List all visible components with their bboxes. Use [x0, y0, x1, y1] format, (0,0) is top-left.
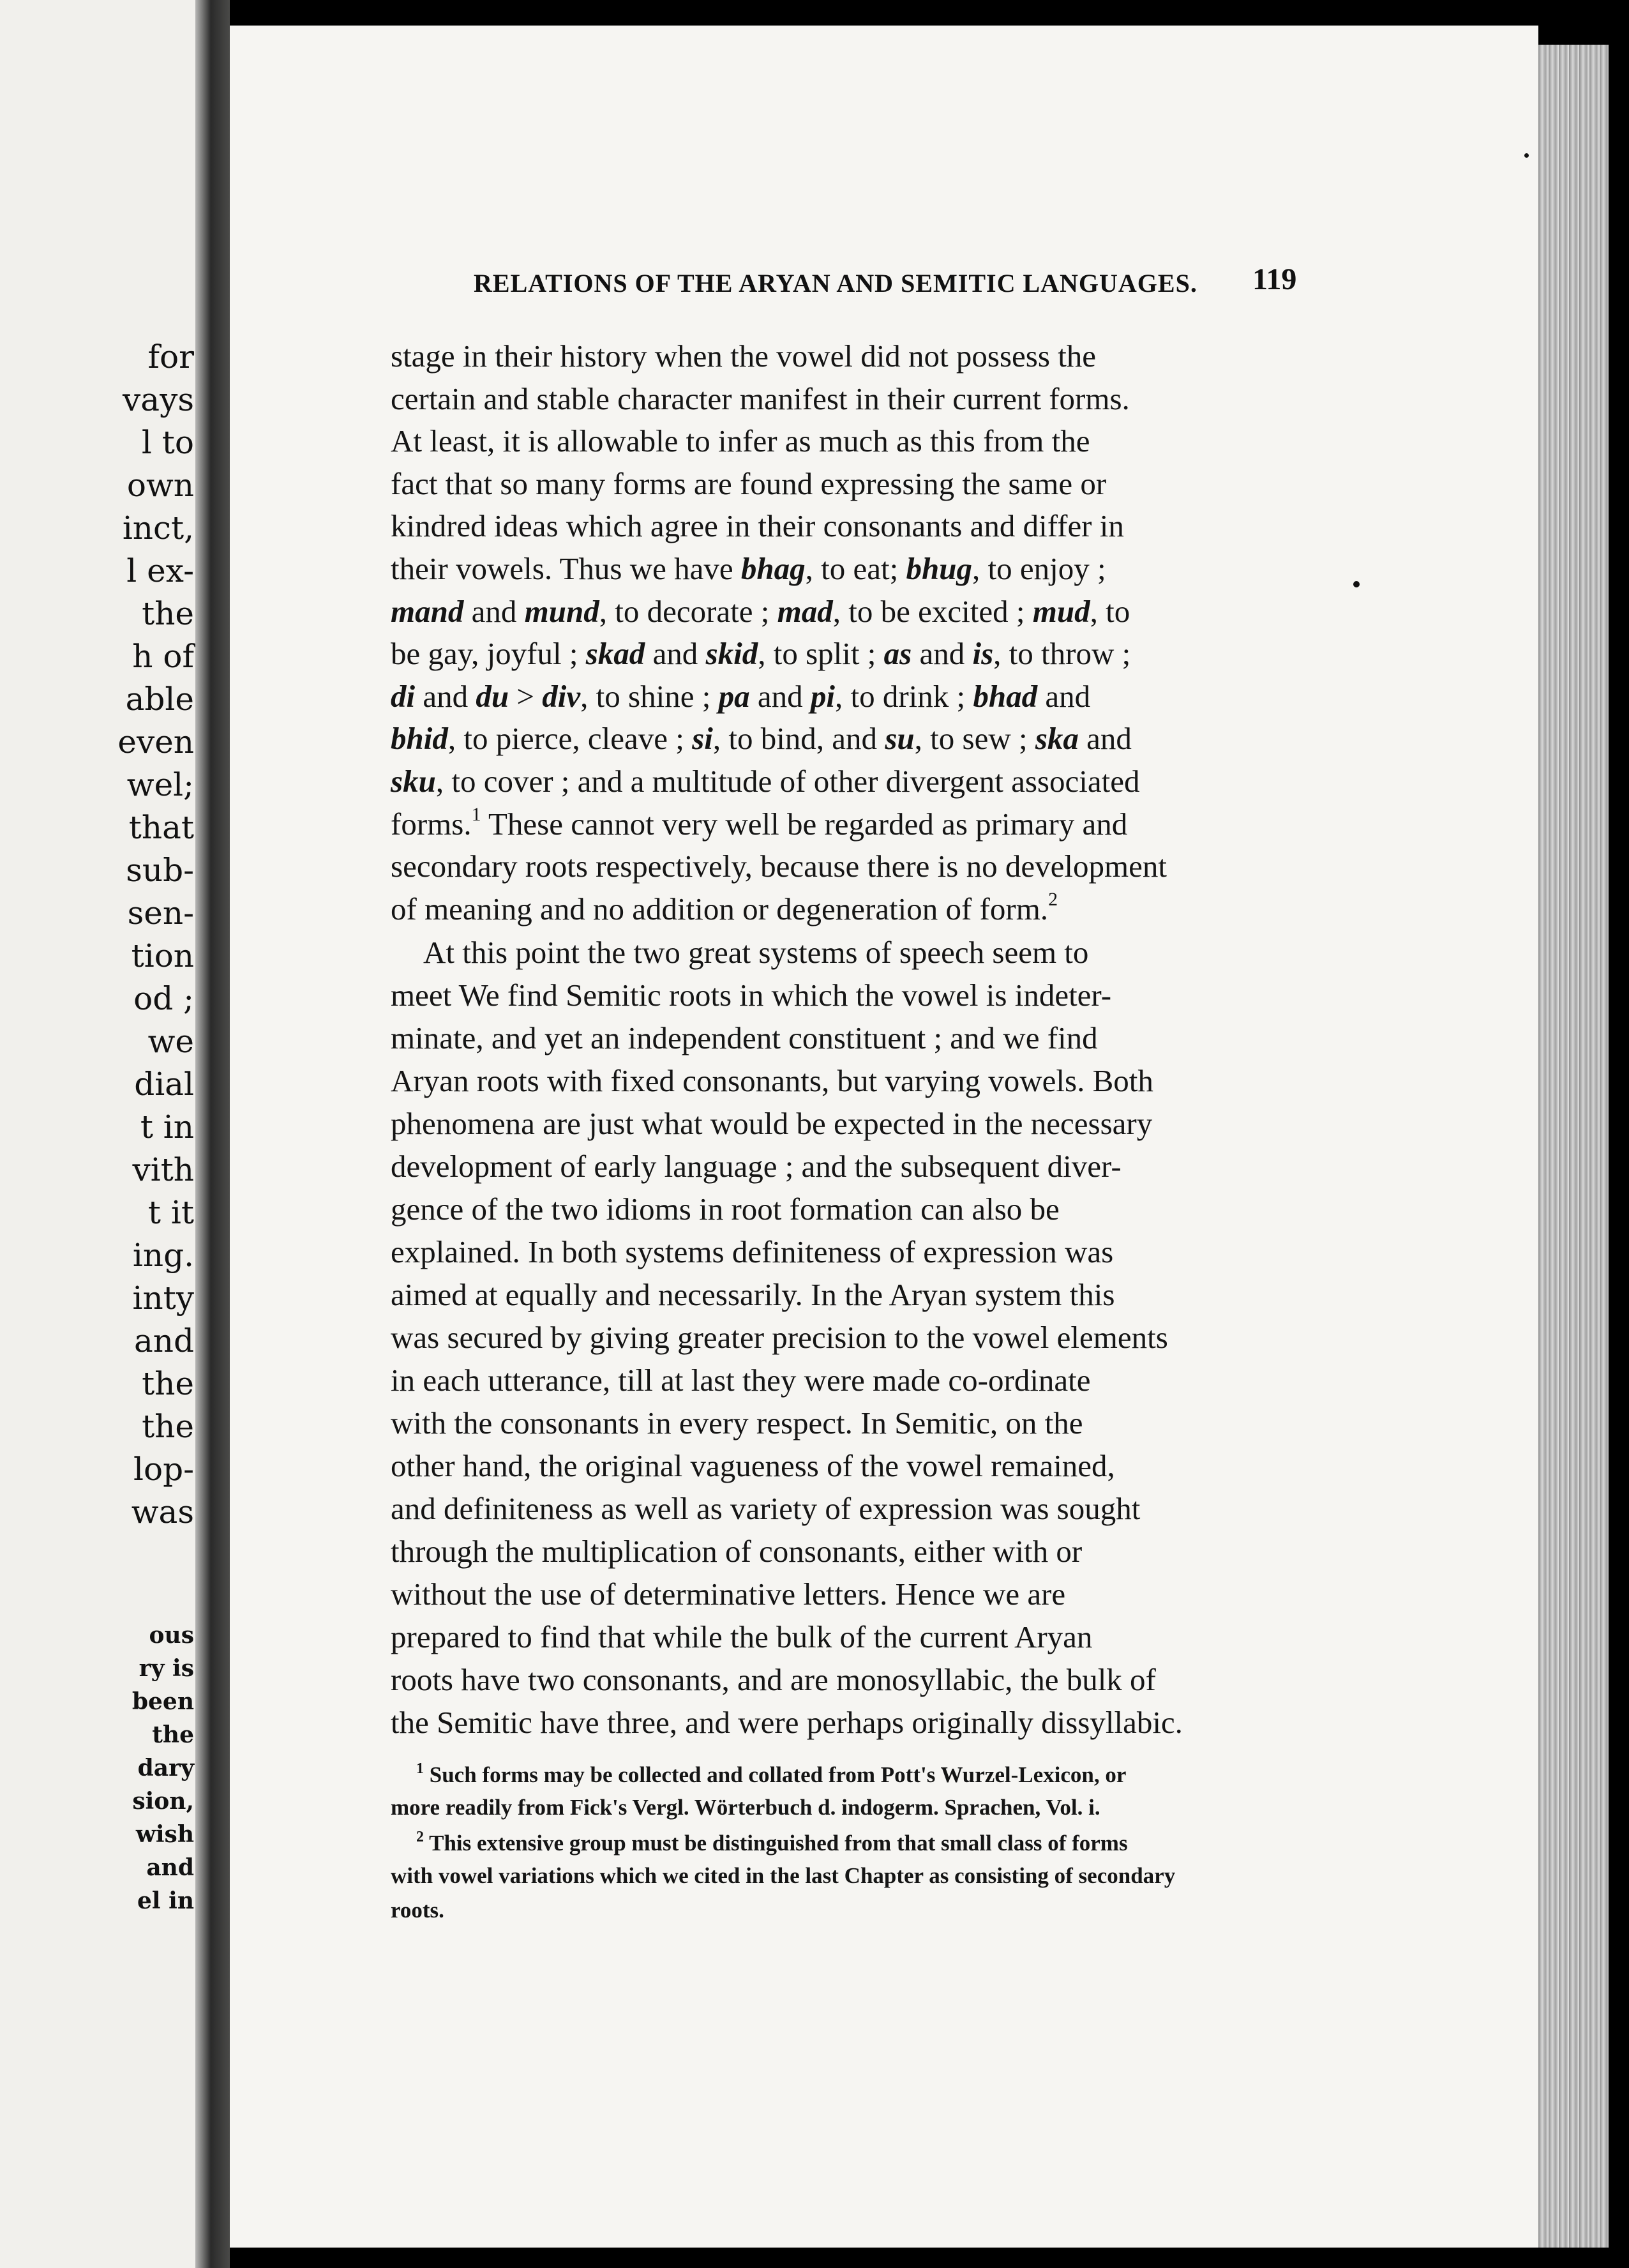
facing-page-line: inct,	[122, 510, 194, 547]
facing-page-line: ing.	[132, 1237, 194, 1274]
facing-page-footnote-line: ous	[149, 1622, 194, 1649]
body-line: their vowels. Thus we have bhag, to eat; bhug, to enjoy ;	[391, 551, 1106, 586]
page-fore-edge	[1538, 45, 1609, 2248]
body-line: phenomena are just what would be expected in the necessary	[391, 1106, 1153, 1141]
body-line: mand and mund, to decorate ; mad, to be excited ; mud, to	[391, 593, 1130, 629]
footnote-line: more readily from Fick's Vergl. Wörterbuch d. indogerm. Sprachen, Vol. i.	[391, 1795, 1100, 1820]
facing-page-footnote-line: the	[152, 1721, 194, 1748]
scan-speck	[1524, 153, 1529, 158]
body-line: forms.$^1$ These cannot very well be regarded as primary and	[391, 803, 1128, 842]
facing-page-line: l to	[141, 424, 194, 461]
facing-page-footnote-line: dary	[137, 1755, 194, 1781]
facing-page-line: t it	[147, 1194, 194, 1231]
footnote-line: with vowel variations which we cited in the last Chapter as consisting of secondary	[391, 1863, 1176, 1888]
facing-page-line: wel;	[126, 766, 194, 803]
page-number: 119	[1252, 262, 1297, 296]
facing-page-line: own	[126, 467, 194, 504]
body-line: in each utterance, till at last they were made co-ordinate	[391, 1363, 1091, 1398]
body-line: sku, to cover ; and a multitude of other divergent associated	[391, 764, 1140, 799]
facing-page-line: sub-	[126, 852, 194, 889]
facing-page-line: tion	[131, 937, 194, 974]
footnote-line: $^2$ This extensive group must be distinguished from that small class of forms	[416, 1829, 1128, 1856]
facing-page-line: l ex-	[126, 552, 194, 589]
facing-page-line: vays	[123, 381, 194, 418]
facing-page-line: t in	[140, 1108, 194, 1145]
running-header: RELATIONS OF THE ARYAN AND SEMITIC LANGUAGES.	[474, 269, 1197, 298]
facing-page-line: that	[128, 809, 194, 846]
facing-page-footnote-line: been	[131, 1688, 194, 1715]
facing-page-line: vith	[132, 1151, 194, 1188]
body-line: At least, it is allowable to infer as much as this from the	[391, 423, 1090, 459]
facing-page-line: the	[142, 1408, 194, 1445]
body-line: certain and stable character manifest in their current forms.	[391, 381, 1130, 416]
body-line: minate, and yet an independent constituent ; and we find	[391, 1020, 1098, 1055]
facing-page-line: able	[125, 681, 194, 718]
facing-page-footnote-line: wish	[135, 1821, 194, 1848]
body-line: meet We find Semitic roots in which the vowel is indeter-	[391, 978, 1112, 1013]
facing-page-line: dial	[134, 1066, 194, 1103]
facing-page-line: sen-	[127, 895, 194, 932]
facing-page-line: lop-	[133, 1451, 194, 1488]
facing-page-line: we	[147, 1023, 194, 1060]
body-line: through the multiplication of consonants, either with or	[391, 1534, 1083, 1569]
body-line: secondary roots respectively, because there is no development	[391, 849, 1167, 884]
book-gutter	[195, 0, 230, 2268]
body-line: prepared to find that while the bulk of the current Aryan	[391, 1619, 1093, 1654]
body-line: fact that so many forms are found expressing the same or	[391, 465, 1107, 501]
facing-page-line: for	[147, 338, 194, 375]
facing-page-line: the	[142, 595, 194, 632]
body-line: roots have two consonants, and are monosyllabic, the bulk of	[391, 1662, 1156, 1697]
body-line: gence of the two idioms in root formation can also be	[391, 1191, 1060, 1227]
body-line: di and du > div, to shine ; pa and pi, to drink ; bhad and	[391, 678, 1091, 714]
body-line: other hand, the original vagueness of the vowel remained,	[391, 1448, 1115, 1483]
facing-page-line: was	[131, 1493, 194, 1531]
facing-page-line: inty	[132, 1280, 194, 1317]
facing-page-fragment	[0, 0, 204, 2268]
facing-page-line: od ;	[133, 980, 194, 1017]
footnote-line: roots.	[391, 1898, 444, 1923]
body-line: bhid, to pierce, cleave ; si, to bind, and su, to sew ; ska and	[391, 721, 1132, 757]
facing-page-footnote-line: and	[146, 1854, 194, 1881]
body-line: kindred ideas which agree in their consonants and differ in	[391, 508, 1124, 544]
body-line: be gay, joyful ; skad and skid, to split ; as and is, to throw ;	[391, 636, 1131, 672]
footnote-line: $^1$ Such forms may be collected and collated from Pott's Wurzel-Lexicon, or	[416, 1760, 1127, 1787]
body-line: stage in their history when the vowel did not possess the	[391, 338, 1097, 374]
facing-page-footnote-line: el in	[137, 1887, 194, 1914]
body-line: and definiteness as well as variety of expression was sought	[391, 1491, 1141, 1526]
body-line: aimed at equally and necessarily. In the Aryan system this	[391, 1277, 1115, 1312]
facing-page-footnote-line: sion,	[132, 1788, 194, 1815]
facing-page-line: the	[142, 1365, 194, 1402]
body-line: with the consonants in every respect. In Semitic, on the	[391, 1405, 1083, 1440]
body-line: development of early language ; and the subsequent diver-	[391, 1149, 1122, 1184]
body-line: the Semitic have three, and were perhaps originally dissyllabic.	[391, 1705, 1183, 1740]
body-line: of meaning and no addition or degeneration of form.$^2$	[391, 888, 1058, 926]
body-line: explained. In both systems definiteness of expression was	[391, 1234, 1114, 1269]
facing-page-line: and	[133, 1322, 194, 1359]
facing-page-line: even	[117, 723, 194, 760]
body-line: At this point the two great systems of speech seem to	[423, 935, 1089, 970]
body-line: without the use of determinative letters. Hence we are	[391, 1576, 1066, 1612]
scan-speck	[1353, 581, 1360, 587]
facing-page-line: h of	[132, 638, 194, 675]
body-line: Aryan roots with fixed consonants, but varying vowels. Both	[391, 1063, 1153, 1098]
body-line: was secured by giving greater precision to the vowel elements	[391, 1320, 1168, 1355]
facing-page-footnote-line: ry is	[139, 1655, 194, 1682]
